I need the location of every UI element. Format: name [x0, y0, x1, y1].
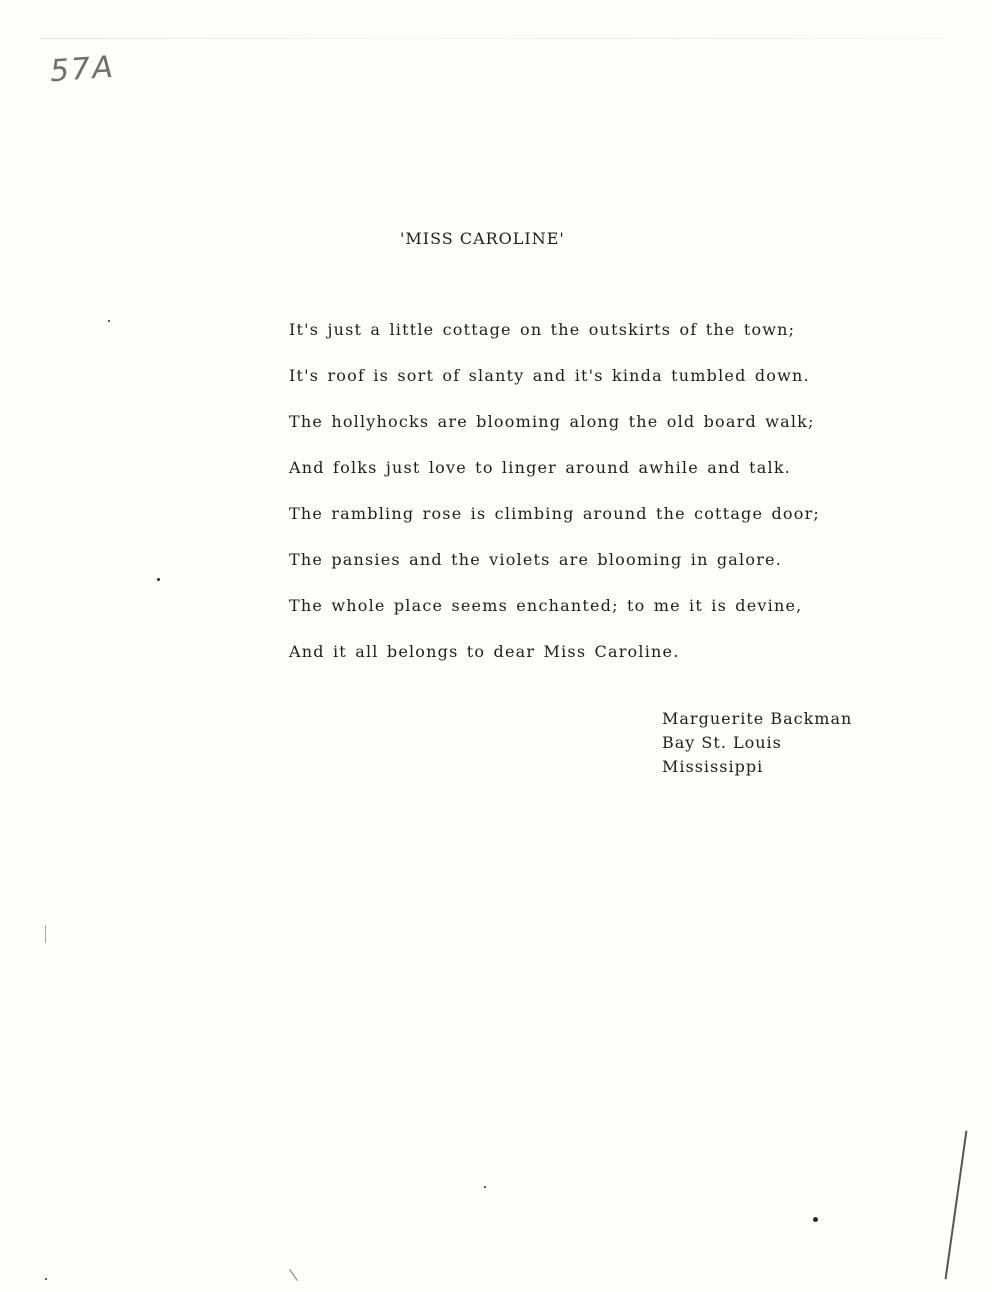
author-name: Marguerite Backman — [662, 709, 853, 728]
scan-line-mark — [289, 1269, 298, 1281]
scan-speck — [813, 1217, 818, 1222]
author-state: Mississippi — [662, 757, 764, 776]
poem-body — [289, 318, 909, 686]
author-city: Bay St. Louis — [662, 733, 782, 752]
poem-line: The hollyhocks are blooming along the old board walk; — [289, 412, 815, 431]
scan-top-edge — [40, 38, 950, 39]
poem-title: 'MISS CAROLINE' — [400, 229, 565, 248]
scan-speck — [45, 1278, 47, 1280]
scan-speck — [484, 1186, 486, 1188]
scan-speck — [157, 578, 160, 581]
scan-line-mark — [945, 1131, 968, 1280]
scan-line-mark — [45, 925, 46, 943]
poem-line: The pansies and the violets are blooming in galore. — [289, 550, 783, 569]
poem-line: The whole place seems enchanted; to me it is devine, — [289, 596, 803, 615]
poem-line: The rambling rose is climbing around the cottage door; — [289, 504, 821, 523]
poem-line: It's just a little cottage on the outskirts of the town; — [289, 320, 796, 339]
poem-line: And it all belongs to dear Miss Caroline. — [289, 642, 680, 661]
handwritten-page-number: 57A — [48, 49, 116, 90]
poem-line: And folks just love to linger around awhile and talk. — [289, 458, 792, 477]
author-signature-block — [662, 707, 852, 779]
scan-speck — [108, 320, 110, 322]
poem-line: It's roof is sort of slanty and it's kinda tumbled down. — [289, 366, 810, 385]
